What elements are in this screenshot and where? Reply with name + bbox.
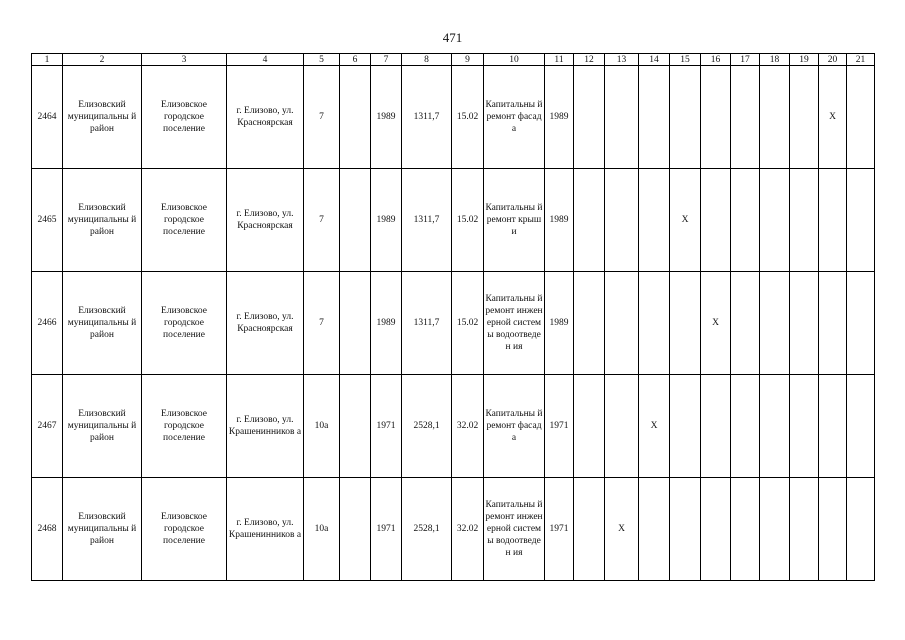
district-cell: Елизовский муниципальны й район — [63, 272, 142, 375]
area-cell: 2528,1 — [402, 375, 452, 478]
mark-cell — [701, 478, 731, 581]
mark-cell: X — [605, 478, 639, 581]
mark-cell — [819, 169, 847, 272]
table-cell — [340, 375, 371, 478]
column-header: 5 — [304, 54, 340, 66]
year-built-cell: 1989 — [371, 66, 402, 169]
table-cell — [340, 169, 371, 272]
mark-cell — [605, 66, 639, 169]
mark-cell — [847, 66, 875, 169]
mark-cell — [760, 272, 790, 375]
row-number-cell: 2466 — [32, 272, 63, 375]
year-cell: 1989 — [545, 169, 574, 272]
work-type-cell: Капитальны й ремонт фасада — [484, 66, 545, 169]
rate-cell: 15.02 — [452, 169, 484, 272]
house-number-cell: 7 — [304, 169, 340, 272]
settlement-cell: Елизовское городское поселение — [142, 375, 227, 478]
mark-cell — [605, 169, 639, 272]
work-type-cell: Капитальны й ремонт инженерной системы водоотведен ия — [484, 478, 545, 581]
column-header: 6 — [340, 54, 371, 66]
mark-cell — [790, 272, 819, 375]
row-number-cell: 2468 — [32, 478, 63, 581]
mark-cell — [760, 66, 790, 169]
column-header: 3 — [142, 54, 227, 66]
mark-cell — [701, 169, 731, 272]
column-header: 16 — [701, 54, 731, 66]
mark-cell — [701, 66, 731, 169]
mark-cell — [701, 375, 731, 478]
mark-cell — [670, 478, 701, 581]
column-header: 10 — [484, 54, 545, 66]
house-number-cell: 10а — [304, 478, 340, 581]
house-number-cell: 7 — [304, 272, 340, 375]
table-cell — [340, 66, 371, 169]
column-header: 14 — [639, 54, 670, 66]
year-cell: 1989 — [545, 272, 574, 375]
mark-cell — [731, 169, 760, 272]
settlement-cell: Елизовское городское поселение — [142, 272, 227, 375]
mark-cell — [819, 272, 847, 375]
row-number-cell: 2464 — [32, 66, 63, 169]
column-header: 7 — [371, 54, 402, 66]
table-row — [32, 478, 875, 581]
mark-cell — [639, 272, 670, 375]
mark-cell — [790, 169, 819, 272]
mark-cell — [847, 272, 875, 375]
column-header: 9 — [452, 54, 484, 66]
column-header: 4 — [227, 54, 304, 66]
mark-cell — [790, 478, 819, 581]
repair-register-table — [31, 53, 875, 581]
year-built-cell: 1971 — [371, 478, 402, 581]
mark-cell — [574, 169, 605, 272]
settlement-cell: Елизовское городское поселение — [142, 66, 227, 169]
column-header: 15 — [670, 54, 701, 66]
row-number-cell: 2467 — [32, 375, 63, 478]
area-cell: 1311,7 — [402, 66, 452, 169]
address-cell: г. Елизово, ул. Красноярская — [227, 169, 304, 272]
mark-cell — [819, 478, 847, 581]
mark-cell — [639, 169, 670, 272]
column-header: 13 — [605, 54, 639, 66]
year-built-cell: 1989 — [371, 272, 402, 375]
work-type-cell: Капитальны й ремонт фасада — [484, 375, 545, 478]
table-row — [32, 375, 875, 478]
table-row — [32, 66, 875, 169]
area-cell: 1311,7 — [402, 272, 452, 375]
table-row — [32, 169, 875, 272]
rate-cell: 15.02 — [452, 272, 484, 375]
mark-cell — [731, 478, 760, 581]
mark-cell — [670, 375, 701, 478]
address-cell: г. Елизово, ул. Крашенинников а — [227, 478, 304, 581]
table-cell — [340, 478, 371, 581]
mark-cell — [731, 375, 760, 478]
settlement-cell: Елизовское городское поселение — [142, 478, 227, 581]
mark-cell — [790, 375, 819, 478]
mark-cell — [760, 169, 790, 272]
year-built-cell: 1971 — [371, 375, 402, 478]
rate-cell: 15.02 — [452, 66, 484, 169]
house-number-cell: 7 — [304, 66, 340, 169]
column-header: 21 — [847, 54, 875, 66]
mark-cell — [790, 66, 819, 169]
mark-cell: X — [819, 66, 847, 169]
address-cell: г. Елизово, ул. Красноярская — [227, 66, 304, 169]
mark-cell — [605, 375, 639, 478]
mark-cell — [731, 272, 760, 375]
rate-cell: 32.02 — [452, 478, 484, 581]
mark-cell — [574, 66, 605, 169]
mark-cell — [670, 66, 701, 169]
column-header: 19 — [790, 54, 819, 66]
mark-cell — [574, 272, 605, 375]
column-header: 20 — [819, 54, 847, 66]
district-cell: Елизовский муниципальны й район — [63, 478, 142, 581]
mark-cell — [639, 478, 670, 581]
year-cell: 1971 — [545, 478, 574, 581]
year-cell: 1989 — [545, 66, 574, 169]
mark-cell — [574, 375, 605, 478]
mark-cell — [847, 169, 875, 272]
work-type-cell: Капитальны й ремонт крыши — [484, 169, 545, 272]
area-cell: 1311,7 — [402, 169, 452, 272]
rate-cell: 32.02 — [452, 375, 484, 478]
column-header: 1 — [32, 54, 63, 66]
page-number: 471 — [442, 30, 463, 45]
column-header: 17 — [731, 54, 760, 66]
settlement-cell: Елизовское городское поселение — [142, 169, 227, 272]
year-cell: 1971 — [545, 375, 574, 478]
mark-cell: X — [701, 272, 731, 375]
year-built-cell: 1989 — [371, 169, 402, 272]
district-cell: Елизовский муниципальны й район — [63, 169, 142, 272]
table-cell — [340, 272, 371, 375]
column-header: 11 — [545, 54, 574, 66]
mark-cell — [605, 272, 639, 375]
address-cell: г. Елизово, ул. Красноярская — [227, 272, 304, 375]
column-header: 18 — [760, 54, 790, 66]
column-header: 12 — [574, 54, 605, 66]
mark-cell — [760, 375, 790, 478]
mark-cell — [574, 478, 605, 581]
mark-cell — [819, 375, 847, 478]
column-header: 8 — [402, 54, 452, 66]
mark-cell — [760, 478, 790, 581]
mark-cell — [639, 66, 670, 169]
column-number-row — [32, 54, 875, 66]
work-type-cell: Капитальны й ремонт инженерной системы водоотведен ия — [484, 272, 545, 375]
mark-cell — [731, 66, 760, 169]
mark-cell — [847, 478, 875, 581]
table-row — [32, 272, 875, 375]
area-cell: 2528,1 — [402, 478, 452, 581]
column-header: 2 — [63, 54, 142, 66]
district-cell: Елизовский муниципальны й район — [63, 375, 142, 478]
row-number-cell: 2465 — [32, 169, 63, 272]
address-cell: г. Елизово, ул. Крашенинников а — [227, 375, 304, 478]
mark-cell: X — [670, 169, 701, 272]
mark-cell: X — [639, 375, 670, 478]
house-number-cell: 10а — [304, 375, 340, 478]
district-cell: Елизовский муниципальны й район — [63, 66, 142, 169]
mark-cell — [670, 272, 701, 375]
mark-cell — [847, 375, 875, 478]
